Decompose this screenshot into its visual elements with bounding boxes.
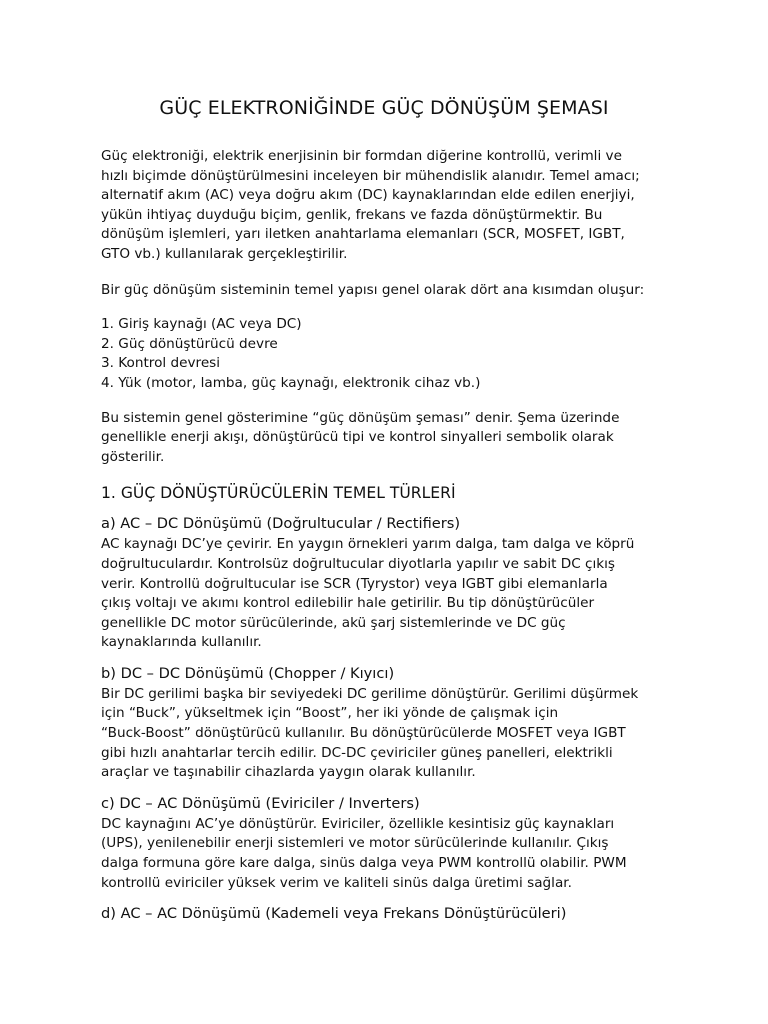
text-line: Güç elektroniği, elektrik enerjisinin bir formdan diğerine kontrollü, verimli ve <box>101 148 622 164</box>
list-item: 2. Güç dönüştürücü devre <box>101 335 278 352</box>
text-line: “Buck-Boost” dönüştürücü kullanılır. Bu dönüştürücülerde MOSFET veya IGBT <box>101 725 626 742</box>
subsection-paragraph <box>101 535 673 653</box>
subsection-paragraph <box>101 685 673 783</box>
subsection-heading: a) AC – DC Dönüşümü (Doğrultucular / Rectifiers) <box>101 515 461 533</box>
text-line: hızlı biçimde dönüştürülmesini inceleyen bir mühendislik alanıdır. Temel amacı; <box>101 167 640 184</box>
document-title: GÜÇ ELEKTRONİĞİNDE GÜÇ DÖNÜŞÜM ŞEMASI <box>159 97 609 119</box>
subsection-heading: c) DC – AC Dönüşümü (Eviriciler / Inverters) <box>101 794 420 812</box>
subsection-heading: b) DC – DC Dönüşümü (Chopper / Kıyıcı) <box>101 664 395 682</box>
text-line: kaynaklarında kullanılır. <box>101 634 262 651</box>
text-line: Bir DC gerilimi başka bir seviyedeki DC gerilime dönüştürür. Gerilimi düşürmek <box>101 685 639 702</box>
document-page <box>101 94 681 924</box>
text-line: DC kaynağını AC’ye dönüştürür. Eviriciler, özellikle kesintisiz güç kaynakları <box>101 815 615 832</box>
structure-intro: Bir güç dönüşüm sisteminin temel yapısı genel olarak dört ana kısımdan oluşur: <box>101 281 645 298</box>
text-line: dalga formuna göre kare dalga, sinüs dalga veya PWM kontrollü olabilir. PWM <box>101 855 627 872</box>
text-line: dönüşüm işlemleri, yarı iletken anahtarlama elemanları (SCR, MOSFET, IGBT, <box>101 226 625 243</box>
text-line: gösterilir. <box>101 448 165 465</box>
text-line: kontrollü eviriciler yüksek verim ve kaliteli sinüs dalga üretimi sağlar. <box>101 874 572 891</box>
text-line: alternatif akım (AC) veya doğru akım (DC) kaynaklarından elde edilen enerjiyi, <box>101 187 635 204</box>
text-line: için “Buck”, yükseltmek için “Boost”, her iki yönde de çalışmak için <box>101 705 559 722</box>
text-line: AC kaynağı DC’ye çevirir. En yaygın örnekleri yarım dalga, tam dalga ve köprü <box>101 536 635 553</box>
text-line: araçlar ve taşınabilir cihazlarda yaygın olarak kullanılır. <box>101 764 476 781</box>
structure-list <box>101 315 681 393</box>
text-line: verir. Kontrollü doğrultucular ise SCR (Tyrystor) veya IGBT gibi elemanlarla <box>101 575 608 592</box>
text-line: yükün ihtiyaç duyduğu biçim, genlik, frekans ve fazda dönüştürmektir. Bu <box>101 206 603 223</box>
list-item: 4. Yük (motor, lamba, güç kaynağı, elektronik cihaz vb.) <box>101 374 481 391</box>
text-line: gibi hızlı anahtarlar tercih edilir. DC-DC çeviriciler güneş panelleri, elektrikli <box>101 744 613 761</box>
subsection-paragraph <box>101 815 673 893</box>
text-line: (UPS), yenilenebilir enerji sistemleri ve motor sürücülerinde kullanılır. Çıkış <box>101 835 609 852</box>
text-line: Bu sistemin genel gösterimine “güç dönüşüm şeması” denir. Şema üzerinde <box>101 409 620 426</box>
text-line: GTO vb.) kullanılarak gerçekleştirilir. <box>101 245 348 262</box>
intro-paragraph <box>101 147 673 265</box>
scheme-paragraph <box>101 409 673 468</box>
list-item: 3. Kontrol devresi <box>101 355 221 372</box>
section-heading: 1. GÜÇ DÖNÜŞTÜRÜCÜLERİN TEMEL TÜRLERİ <box>101 484 456 503</box>
text-line: genellikle enerji akışı, dönüştürücü tipi ve kontrol sinyalleri sembolik olarak <box>101 429 614 446</box>
subsection-heading: d) AC – AC Dönüşümü (Kademeli veya Frekans Dönüştürücüleri) <box>101 905 567 923</box>
text-line: çıkış voltajı ve akımı kontrol edilebilir hale getirilir. Bu tip dönüştürücüler <box>101 595 595 612</box>
text-line: doğrultuculardır. Kontrolsüz doğrultucular diyotlarla yapılır ve sabit DC çıkış <box>101 555 616 572</box>
text-line: genellikle DC motor sürücülerinde, akü şarj sistemlerinde ve DC güç <box>101 614 566 631</box>
list-item: 1. Giriş kaynağı (AC veya DC) <box>101 316 302 333</box>
